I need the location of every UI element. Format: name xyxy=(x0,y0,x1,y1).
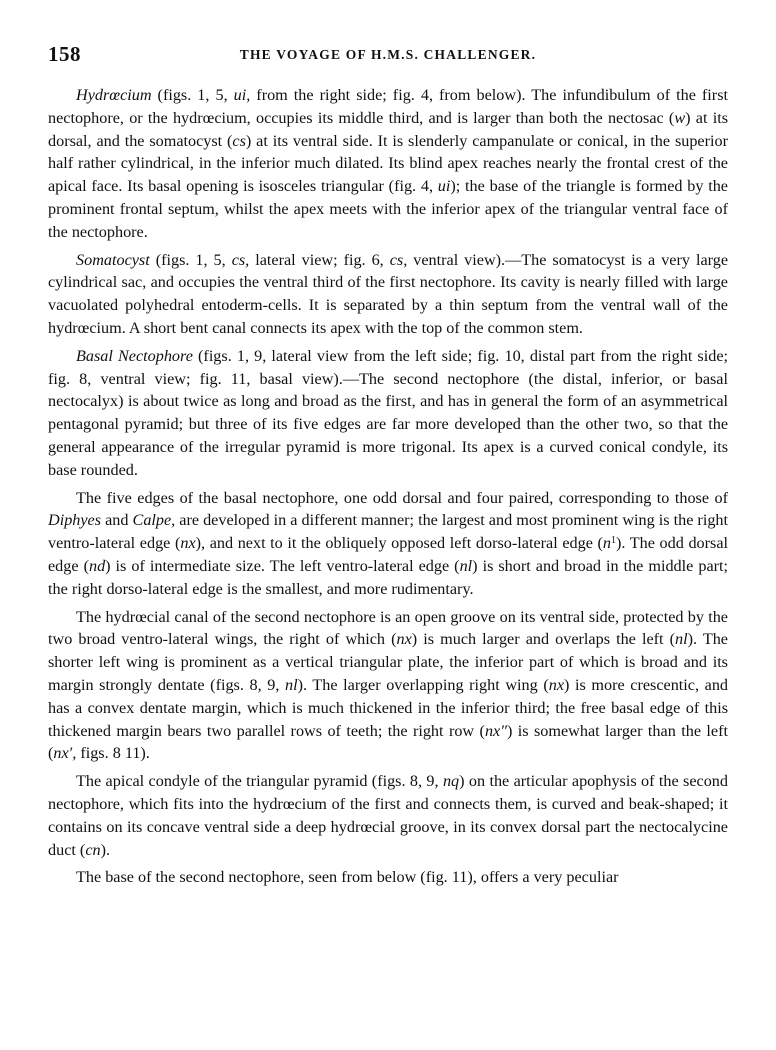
text-run: ) is much larger and overlaps the left ( xyxy=(411,630,675,649)
italic-label: w xyxy=(674,108,686,127)
paragraph-five-edges xyxy=(48,487,728,601)
text-run: ). The odd dorsal edge ( xyxy=(48,534,729,575)
italic-label: nq xyxy=(442,772,460,791)
italic-label: nx xyxy=(548,675,564,694)
section-lead: Basal Nectophore xyxy=(76,346,193,365)
text-run: from the right side; fig. 4, from below). The infundibulum of the first nectophore, or the hydrœcium, occupies its middle third, and is larger than both the nectosac ( xyxy=(48,86,728,127)
text-run: The base of the second nectophore, seen from below (fig. 11), offers a very peculiar xyxy=(76,868,619,887)
text-run: (figs. 1, 9, lateral view from the left side; fig. 10, distal part from the right side; fig. 8, ventral view; fig. 11, basal view).—The second nectophore (the distal, inferior, or basal nectocalyx) is about twice as long and broad as the first, and has in general the form of an asymmetrical pentagonal pyramid; but three of its five edges are far more developed than the other two, so that the general appearance of the irregular pyramid is more trigonal. Its apex is a curved conical condyle, its base rounded. xyxy=(48,346,729,479)
italic-label: nl xyxy=(285,675,298,694)
text-run: ). The shorter left wing is prominent as a vertical triangular plate, the inferior part of which is broad and its margin strongly dentate (figs. 8, 9, xyxy=(48,630,728,694)
page-number: 158 xyxy=(48,42,81,66)
paragraph-somatocyst xyxy=(48,249,728,340)
section-lead: Hydrœcium xyxy=(76,86,152,104)
text-run: The apical condyle of the triangular pyramid (figs. 8, 9, xyxy=(76,772,443,791)
italic-label: ui, xyxy=(233,86,251,104)
text-run: lateral view; fig. 6, xyxy=(249,250,390,269)
italic-label: nx′, xyxy=(53,744,77,763)
running-title: THE VOYAGE OF H.M.S. CHALLENGER. xyxy=(239,47,537,62)
italic-label: nd xyxy=(88,556,106,575)
paragraph-apical-condyle xyxy=(48,770,728,861)
paragraph-basal-nectophore xyxy=(48,345,728,482)
italic-label: Calpe, xyxy=(132,511,176,530)
text-run: The five edges of the basal nectophore, one odd dorsal and four paired, corresponding to those of xyxy=(76,488,728,507)
text-run: ), and next to it the obliquely opposed left dorso-lateral edge ( xyxy=(195,534,603,553)
text-run: ). xyxy=(100,840,111,859)
italic-label: nx″ xyxy=(484,721,507,740)
section-lead: Somatocyst xyxy=(76,250,150,269)
text-run: (figs. 1, 5, xyxy=(149,250,232,269)
text-run: are developed in a different manner; the largest and most prominent wing is the right ventro-lateral edge ( xyxy=(48,511,729,553)
text-run: ) is of intermediate size. The left ventro-lateral edge ( xyxy=(105,556,460,575)
text-run: (figs. 1, 5, xyxy=(151,86,234,104)
paragraph-base xyxy=(48,866,728,889)
italic-label: nx xyxy=(180,534,196,553)
italic-label: n xyxy=(602,534,611,553)
italic-label: cs, xyxy=(231,250,250,269)
italic-label: cs xyxy=(232,131,246,150)
italic-label: cn xyxy=(85,840,101,859)
paragraph-hydroecial-canal xyxy=(48,606,728,766)
text-run: ) on the articular apophysis of the second nectophore, which fits into the hydrœcium of the first and connects them, is curved and beak-shaped; it contains on its concave ventral side a deep hydrœcial groove, in its convex dorsal part the nectocalycine duct ( xyxy=(48,772,728,859)
paragraph-hydroecium xyxy=(48,84,728,244)
superscript: 1 xyxy=(611,535,616,547)
text-run: ) is short and broad in the middle part; the right dorso-lateral edge is the smallest, and more rudimentary. xyxy=(48,556,729,598)
text-run: ); the base of the triangle is formed by the prominent frontal septum, whilst the apex meets with the inferior apex of the triangular ventral face of the nectophore. xyxy=(48,177,728,241)
italic-label: ui xyxy=(437,177,451,196)
italic-label: nl xyxy=(459,556,473,575)
text-run: ). The larger overlapping right wing ( xyxy=(297,675,549,694)
italic-label: nl xyxy=(675,630,688,649)
text-run: figs. 8 11). xyxy=(76,744,150,763)
text-run: ) at its dorsal, and the somatocyst ( xyxy=(48,108,728,150)
text-run: ) is somewhat larger than the left ( xyxy=(48,721,728,763)
italic-label: cs, xyxy=(389,250,408,269)
text-run: and xyxy=(101,511,133,530)
italic-label: Diphyes xyxy=(48,511,102,530)
italic-label: nx xyxy=(396,630,412,649)
text-run: ) at its ventral side. It is slenderly campanulate or conical, in the superior half rather cylindrical, in the inferior much dilated. Its blind apex reaches nearly the frontal crest of the apical face. Its basal opening is isosceles triangular (fig. 4, xyxy=(48,131,728,196)
text-run: ) is more crescentic, and has a convex dentate margin, which is much thickened in the inferior third; the free basal edge of this thickened margin bears two parallel rows of teeth; the right row ( xyxy=(48,675,729,740)
text-run: The hydrœcial canal of the second nectophore is an open groove on its ventral side, protected by the two broad ventro-lateral wings, the right of which ( xyxy=(48,607,728,649)
text-run: ventral view).—The somatocyst is a very large cylindrical sac, and occupies the ventral third of the first nectophore. Its cavity is nearly filled with large vacuolated polyhedral entoderm-cells. It is separated by a thin septum from the ventral wall of the hydrœcium. A short bent canal connects its apex with the top of the common stem. xyxy=(48,250,729,337)
body-text xyxy=(48,84,728,894)
page-header xyxy=(48,42,728,66)
